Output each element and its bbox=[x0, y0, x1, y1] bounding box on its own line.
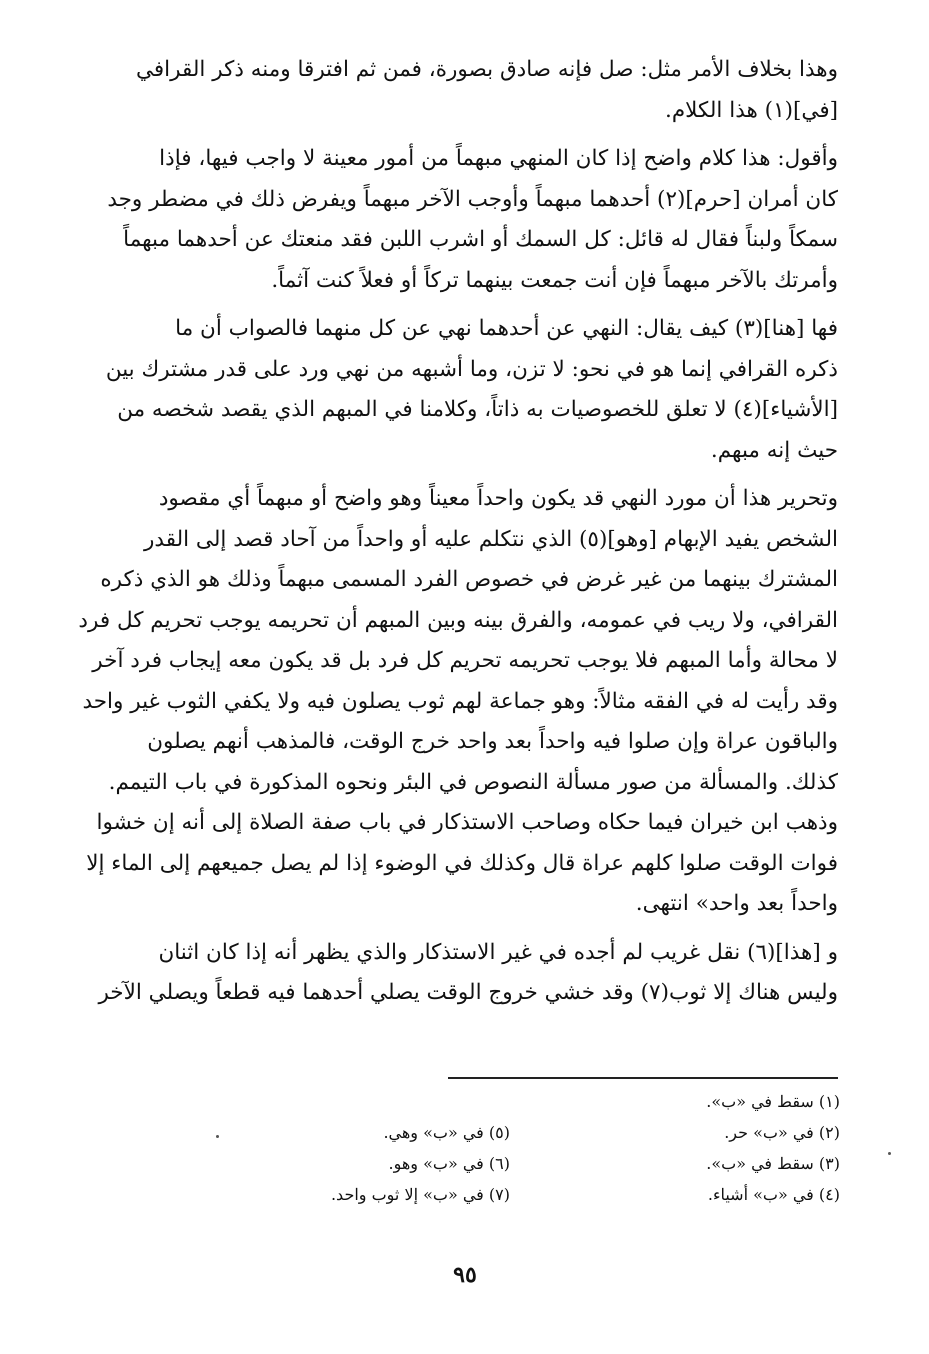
text-line: فها [هنا](٣) كيف يقال: النهي عن أحدهما نهي عن كل منهما فالصواب أن ما bbox=[175, 316, 838, 341]
text-line: ذكره القرافي إنما هو في نحو: لا تزن، وما أشبهه من نهي ورد على قدر مشترك بين bbox=[105, 356, 838, 382]
text-line: واحداً بعد واحد» انتهى. bbox=[635, 891, 838, 916]
paragraph-3 bbox=[78, 309, 838, 471]
scan-speck bbox=[888, 1152, 891, 1155]
text-line: لا محالة وأما المبهم فلا يوجب تحريمه تحريم كل فرد بل قد يكون معه إيجاب فرد آخر bbox=[92, 648, 838, 673]
text-line: كان أمران [حرم](٢) أحدهما مبهماً وأوجب الآخر مبهماً ويفرض ذلك في مضطر وجد bbox=[107, 186, 838, 212]
footnote-row bbox=[80, 1086, 840, 1117]
footnote-6: (٦) في «ب» وهو. bbox=[388, 1154, 510, 1173]
footnotes bbox=[80, 1086, 840, 1210]
text-line: [في](١) هذا الكلام. bbox=[665, 97, 838, 123]
text-line: حيث إنه مبهم. bbox=[710, 437, 838, 463]
text-line: الشخص يفيد الإبهام [وهو](٥) الذي نتكلم عليه أو واحداً من آحاد قصد إلى القدر bbox=[144, 526, 838, 552]
text-line: وأقول: هذا كلام واضح إذا كان المنهي مبهماً من أمور معينة لا واجب فيها، فإذا bbox=[159, 146, 838, 171]
text-line: كذلك. والمسألة من صور مسألة النصوص في البئر ونحوه المذكورة في باب التيمم. bbox=[108, 769, 838, 795]
text-line: وليس هناك إلا ثوب(٧) وقد خشي خروج الوقت يصلي أحدهما فيه قطعاً ويصلي الآخر bbox=[98, 980, 838, 1005]
text-line: والباقون عراة وإن صلوا فيه واحداً بعد واحد خرج الوقت، فالمذهب أنهم يصلون bbox=[147, 729, 838, 754]
text-line: المشترك بينهما من غير غرض في خصوص الفرد المسمى مبهماً وذلك هو الذي ذكره bbox=[100, 567, 838, 592]
paragraph-2 bbox=[78, 139, 838, 301]
text-line: وتحرير هذا أن مورد النهي قد يكون واحداً معيناً وهو واضح أو مبهماً أي مقصود bbox=[158, 486, 838, 511]
scan-speck bbox=[216, 1135, 219, 1138]
footnote-5: (٥) في «ب» وهي. bbox=[383, 1123, 510, 1142]
footnote-row bbox=[80, 1117, 840, 1148]
main-text bbox=[78, 50, 838, 1022]
footnote-3: (٣) سقط في «ب». bbox=[706, 1154, 840, 1173]
text-line: وقد رأيت له في الفقه مثالاً: وهو جماعة لهم ثوب يصلون فيه ولا يكفي الثوب غير واحد bbox=[82, 688, 838, 714]
paragraph-4 bbox=[78, 479, 838, 925]
footnote-2: (٢) في «ب» حر. bbox=[724, 1123, 840, 1142]
text-line: فوات الوقت صلوا كلهم عراة قال وكذلك في الوضوء إذا لم يصل جميعهم إلى الماء إلا bbox=[86, 850, 838, 876]
text-line: سمكاً ولبناً فقال له قائل: كل السمك أو اشرب اللبن فقد منعتك عن أحدهما مبهماً bbox=[123, 227, 838, 252]
paragraph-1 bbox=[78, 50, 838, 131]
footnote-7: (٧) في «ب» إلا ثوب واحد. bbox=[330, 1185, 510, 1204]
text-line: وهذا بخلاف الأمر مثل: صل فإنه صادق بصورة، فمن ثم افترقا ومنه ذكر القرافي bbox=[135, 57, 838, 82]
footnote-1: (١) سقط في «ب». bbox=[706, 1092, 840, 1111]
footnote-divider bbox=[448, 1077, 838, 1079]
text-line: وذهب ابن خيران فيما حكاه وصاحب الاستذكار في باب صفة الصلاة إلى أنه إن خشوا bbox=[96, 810, 838, 835]
text-line: و [هذا](٦) نقل غريب لم أجده في غير الاستذكار والذي يظهر أنه إذا كان اثنان bbox=[158, 939, 838, 965]
footnote-4: (٤) في «ب» أشياء. bbox=[707, 1185, 840, 1204]
paragraph-5 bbox=[78, 933, 838, 1014]
text-line: القرافي، ولا ريب في عمومه، والفرق بينه وبين المبهم أن تحريمه يوجب تحريم كل فرد bbox=[78, 607, 838, 633]
page-number: ٩٥ bbox=[453, 1262, 477, 1288]
footnote-row bbox=[80, 1148, 840, 1179]
footnote-row bbox=[80, 1179, 840, 1210]
text-line: [الأشياء](٤) لا تعلق للخصوصيات به ذاتاً، وكلامنا في المبهم الذي يقصد شخصه من bbox=[117, 397, 838, 422]
text-line: وأمرتك بالآخر مبهماً فإن أنت جمعت بينهما تركاً أو فعلاً كنت آثماً. bbox=[271, 267, 838, 293]
